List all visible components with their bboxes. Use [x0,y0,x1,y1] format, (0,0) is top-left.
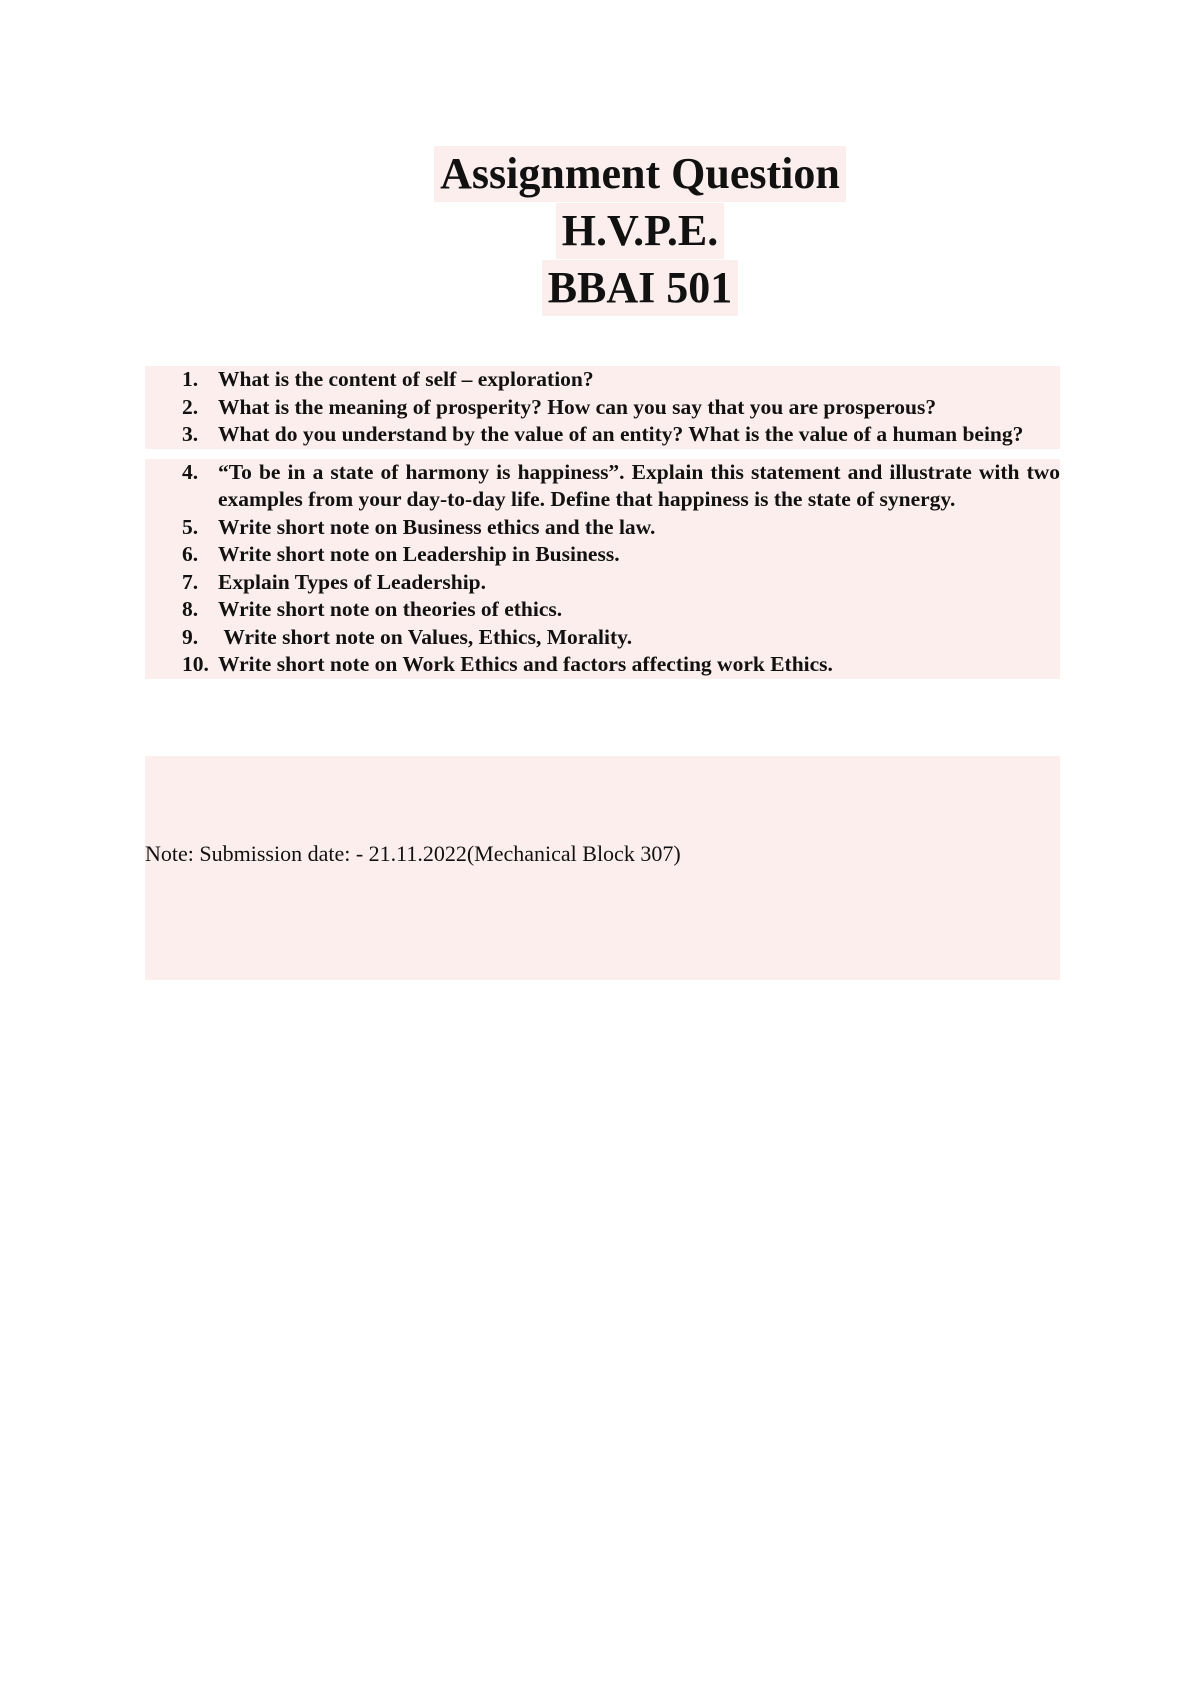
question-text: Write short note on Business ethics and the law. [218,514,656,539]
course-code: BBAI 501 [542,260,739,316]
question-text: Write short note on Work Ethics and factors affecting work Ethics. [218,652,833,676]
course-name: H.V.P.E. [556,203,725,259]
spacer [145,449,1060,459]
question-text: Write short note on Values, Ethics, Morality. [218,624,633,649]
question-item [145,514,1060,542]
highlight-area [145,756,1060,980]
question-text: What do you understand by the value of an entity? What is the value of a human being? [218,422,1024,446]
question-number: 7. [182,569,199,594]
question-list [145,366,1060,679]
question-item [145,596,1060,624]
question-number: 5. [182,514,199,539]
question-text: Write short note on Leadership in Business. [218,542,620,566]
question-number: 9. [182,624,199,649]
question-number: 8. [182,597,199,621]
submission-note: Note: Submission date: - 21.11.2022(Mechanical Block 307) [145,841,681,866]
question-text: What is the content of self – exploration? [218,367,594,391]
question-item [145,366,1060,394]
question-number: 2. [182,394,199,419]
question-text: Write short note on theories of ethics. [218,597,563,621]
question-text: Explain Types of Leadership. [218,569,487,594]
question-number: 1. [182,367,199,391]
question-item [145,421,1060,449]
question-number: 6. [182,542,199,566]
question-text: “To be in a state of harmony is happiness”. Explain this statement and illustrate with two examples from your day-to-day life. Define that happiness is the state of synergy. [218,459,1060,511]
question-number: 10. [182,652,209,676]
question-number: 4. [182,459,199,484]
question-number: 3. [182,422,199,446]
assignment-title: Assignment Question [434,146,846,202]
question-item [145,651,1060,679]
question-item [145,541,1060,569]
question-item [145,459,1060,514]
title-block [0,146,1200,317]
question-item [145,569,1060,597]
question-text: What is the meaning of prosperity? How can you say that you are prosperous? [218,394,937,419]
question-item [145,624,1060,652]
question-item [145,394,1060,422]
